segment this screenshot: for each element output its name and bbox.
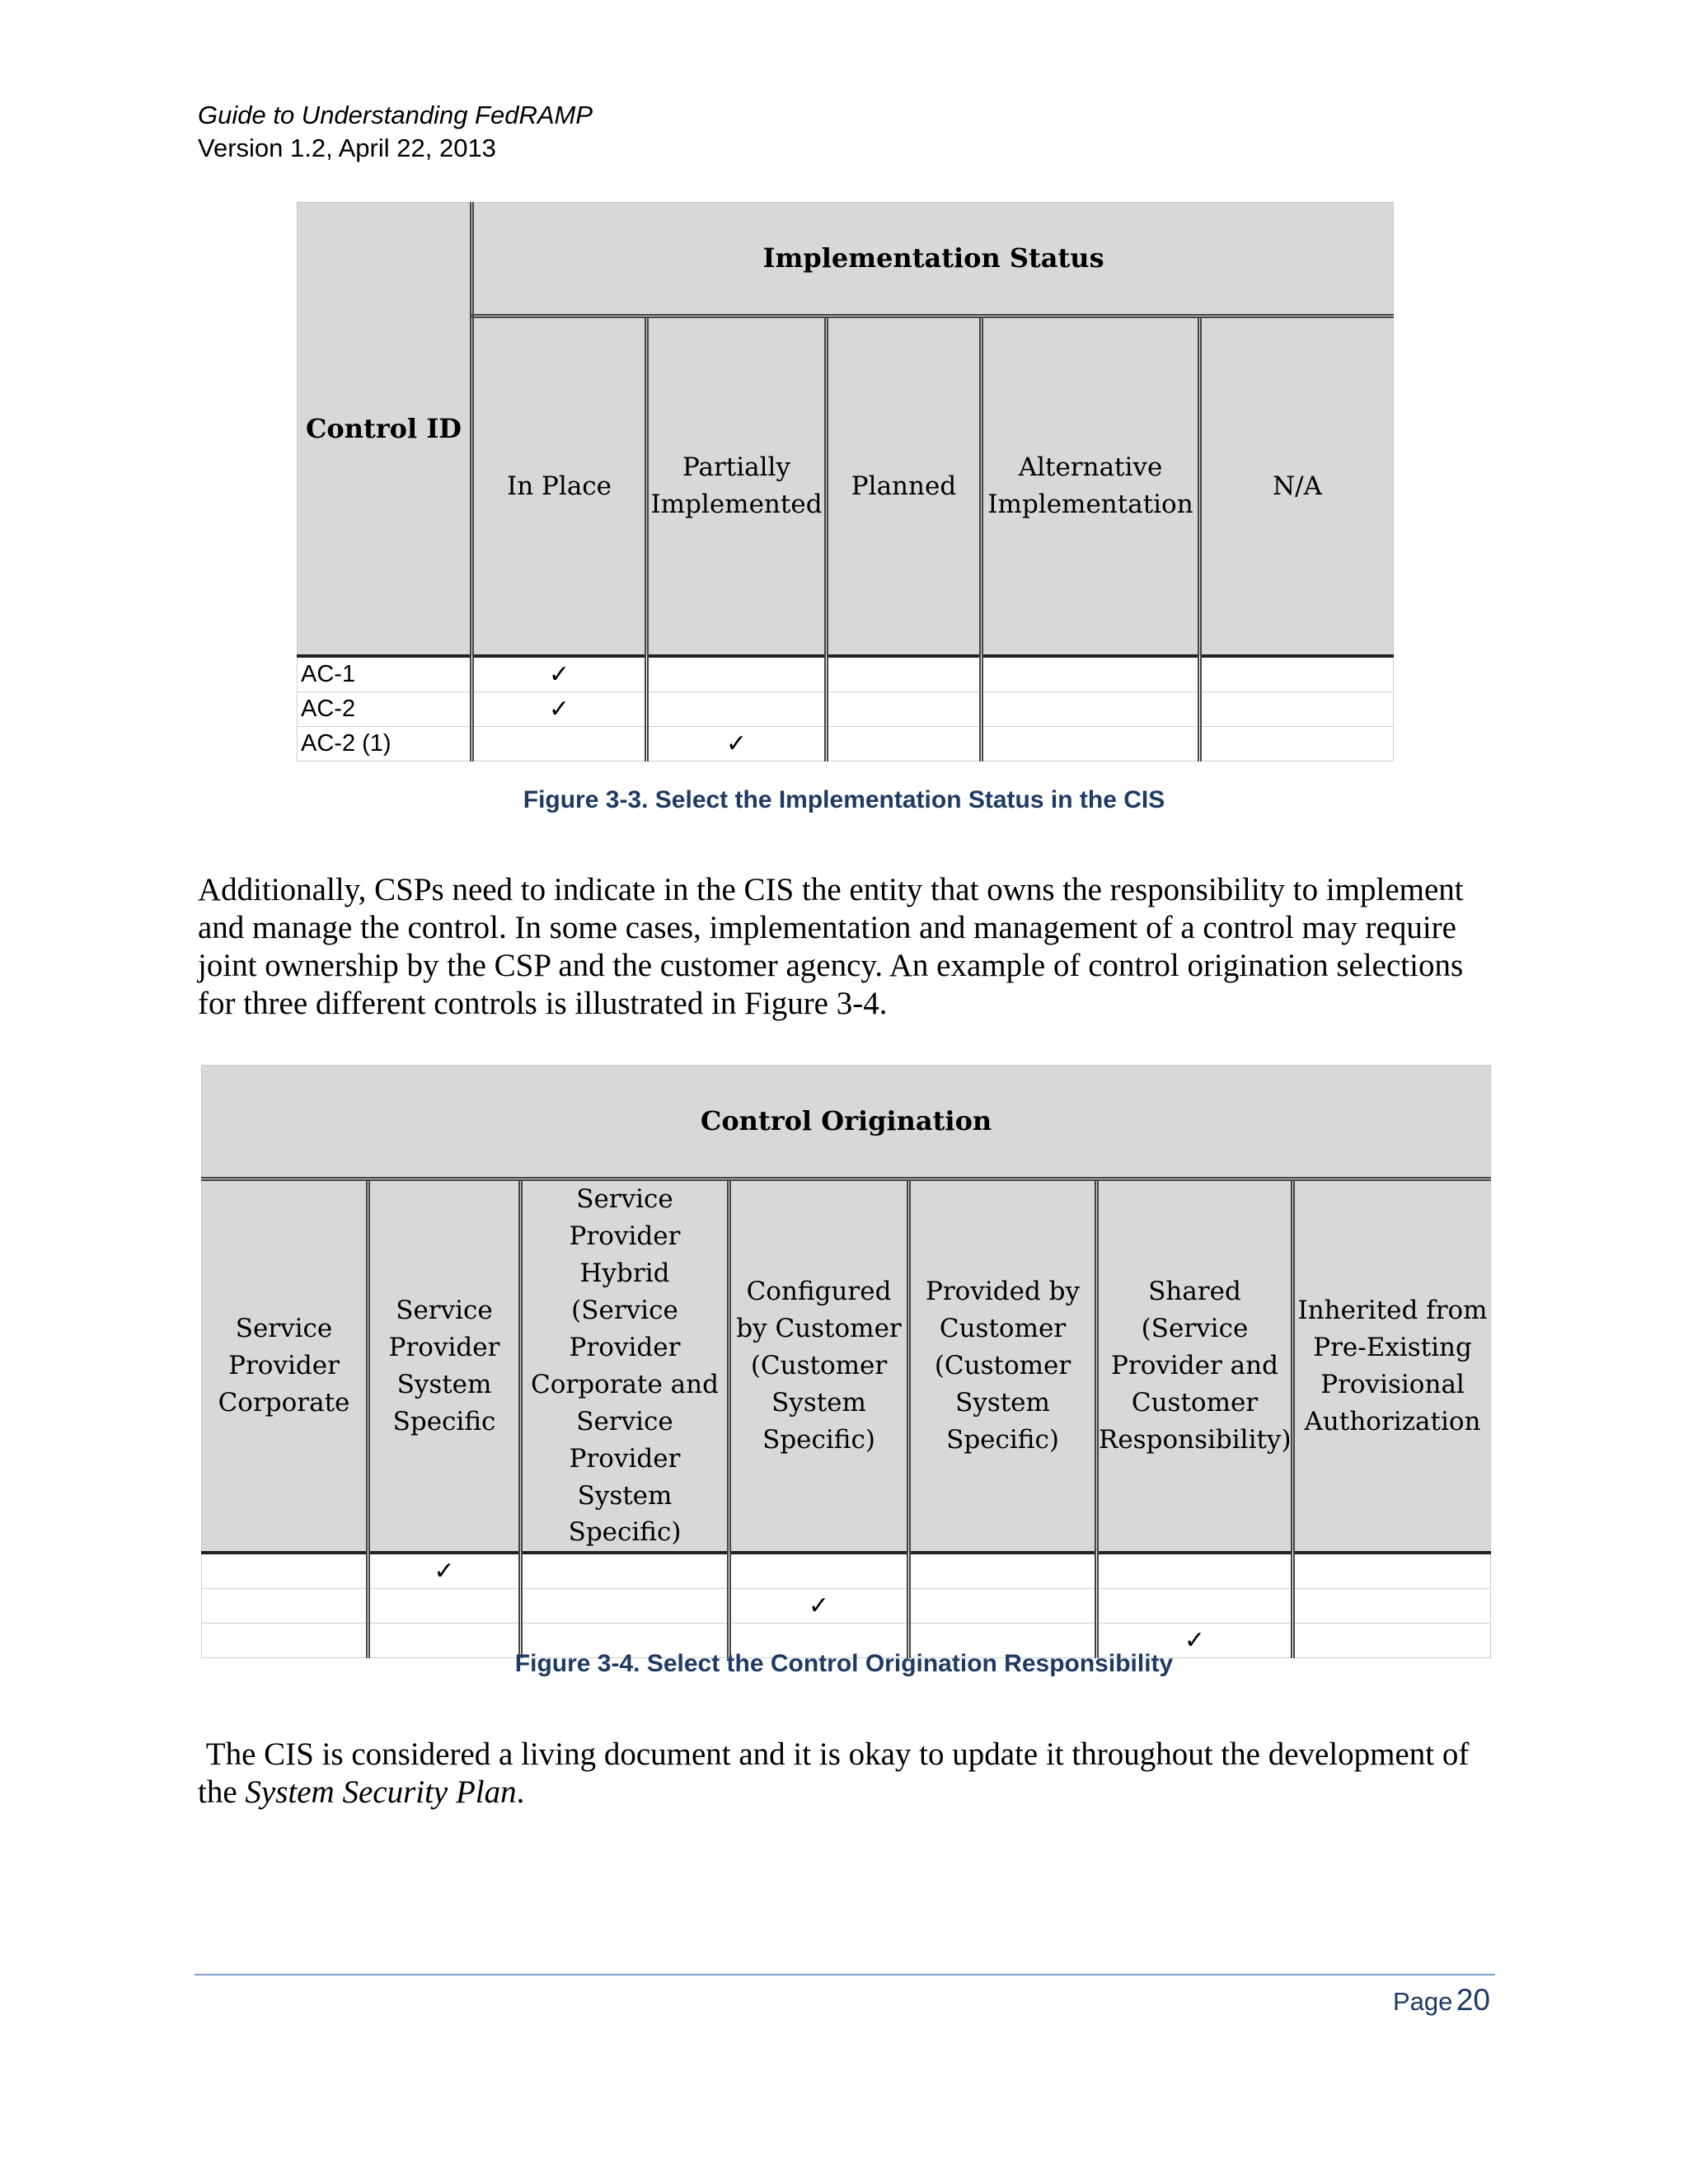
column-header: Service Provider System Specific — [368, 1179, 521, 1554]
check-cell — [982, 727, 1200, 762]
column-header: Planned — [827, 316, 982, 657]
column-header: Shared (Service Provider and Customer Responsibility) — [1097, 1179, 1293, 1554]
check-cell — [982, 692, 1200, 727]
body-paragraph: Additionally, CSPs need to indicate in the CIS the entity that owns the responsibility to implement and manage the control. In some cases, implementation and management of a control may require joint ownership by the CSP and the customer agency. An example of control origination selections for three different controls is illustrated in Figure 3-4. — [198, 872, 1464, 1021]
column-header: In Place — [472, 316, 647, 657]
body-paragraph — [198, 1736, 1500, 1811]
column-header: Alternative Implementation — [982, 316, 1200, 657]
implementation-status-header: Implementation Status — [472, 203, 1394, 316]
figure-caption: Figure 3-4. Select the Control Origination Responsibility — [514, 1650, 1174, 1677]
column-header: Service Provider Hybrid (Service Provider Corporate and Service Provider System Specific) — [521, 1179, 729, 1554]
document-title-reference: System Security Plan — [245, 1774, 517, 1810]
column-header: Service Provider Corporate — [202, 1179, 368, 1554]
check-cell: ✓ — [368, 1553, 521, 1589]
footer-rule — [195, 1974, 1495, 1975]
check-cell — [909, 1589, 1097, 1624]
column-header: Inherited from Pre-Existing Provisional Authorization — [1293, 1179, 1491, 1554]
paragraph-text: . — [516, 1774, 525, 1810]
check-cell — [202, 1589, 368, 1624]
control-id-cell: AC-1 — [298, 656, 472, 692]
column-header: Partially Implemented — [647, 316, 827, 657]
check-cell — [827, 656, 982, 692]
check-cell: ✓ — [472, 692, 647, 727]
table-row — [298, 692, 1394, 727]
check-cell — [368, 1589, 521, 1624]
check-cell — [827, 692, 982, 727]
control-origination-header: Control Origination — [202, 1066, 1491, 1179]
check-cell — [1097, 1589, 1293, 1624]
implementation-status-table — [297, 202, 1394, 762]
check-cell: ✓ — [472, 656, 647, 692]
check-cell — [1200, 692, 1394, 727]
check-cell — [909, 1553, 1097, 1589]
table-row — [202, 1553, 1491, 1589]
column-header: Provided by Customer (Customer System Specific) — [909, 1179, 1097, 1554]
control-id-cell: AC-2 (1) — [298, 727, 472, 762]
figure-caption: Figure 3-3. Select the Implementation Status in the CIS — [523, 786, 1165, 813]
check-cell: ✓ — [729, 1589, 909, 1624]
check-cell — [647, 692, 827, 727]
check-cell — [1097, 1553, 1293, 1589]
check-cell — [1293, 1589, 1491, 1624]
control-id-cell: AC-2 — [298, 692, 472, 727]
column-header: Configured by Customer (Customer System Specific) — [729, 1179, 909, 1554]
check-cell — [521, 1553, 729, 1589]
check-cell — [1200, 727, 1394, 762]
check-cell — [472, 727, 647, 762]
check-cell — [202, 1553, 368, 1589]
check-cell — [1293, 1553, 1491, 1589]
table-row — [298, 727, 1394, 762]
check-cell — [729, 1553, 909, 1589]
table-row — [202, 1589, 1491, 1624]
check-cell — [827, 727, 982, 762]
column-header: N/A — [1200, 316, 1394, 657]
check-cell — [1200, 656, 1394, 692]
page-label: Page — [1392, 1987, 1453, 2016]
page-number — [1393, 1983, 1490, 2018]
check-cell — [647, 656, 827, 692]
page-number-value: 20 — [1456, 1983, 1490, 2017]
control-id-header: Control ID — [298, 203, 472, 657]
check-cell: ✓ — [647, 727, 827, 762]
paragraph-text: The CIS is considered a living document and it is okay to update it throughout the development of the — [198, 1736, 1470, 1810]
check-cell — [521, 1589, 729, 1624]
header-version: Version 1.2, April 22, 2013 — [198, 134, 496, 162]
check-cell: ✓ — [1097, 1624, 1293, 1658]
check-cell — [982, 656, 1200, 692]
control-origination-table — [201, 1065, 1491, 1658]
table-row — [298, 656, 1394, 692]
header-title: Guide to Understanding FedRAMP — [198, 101, 593, 129]
